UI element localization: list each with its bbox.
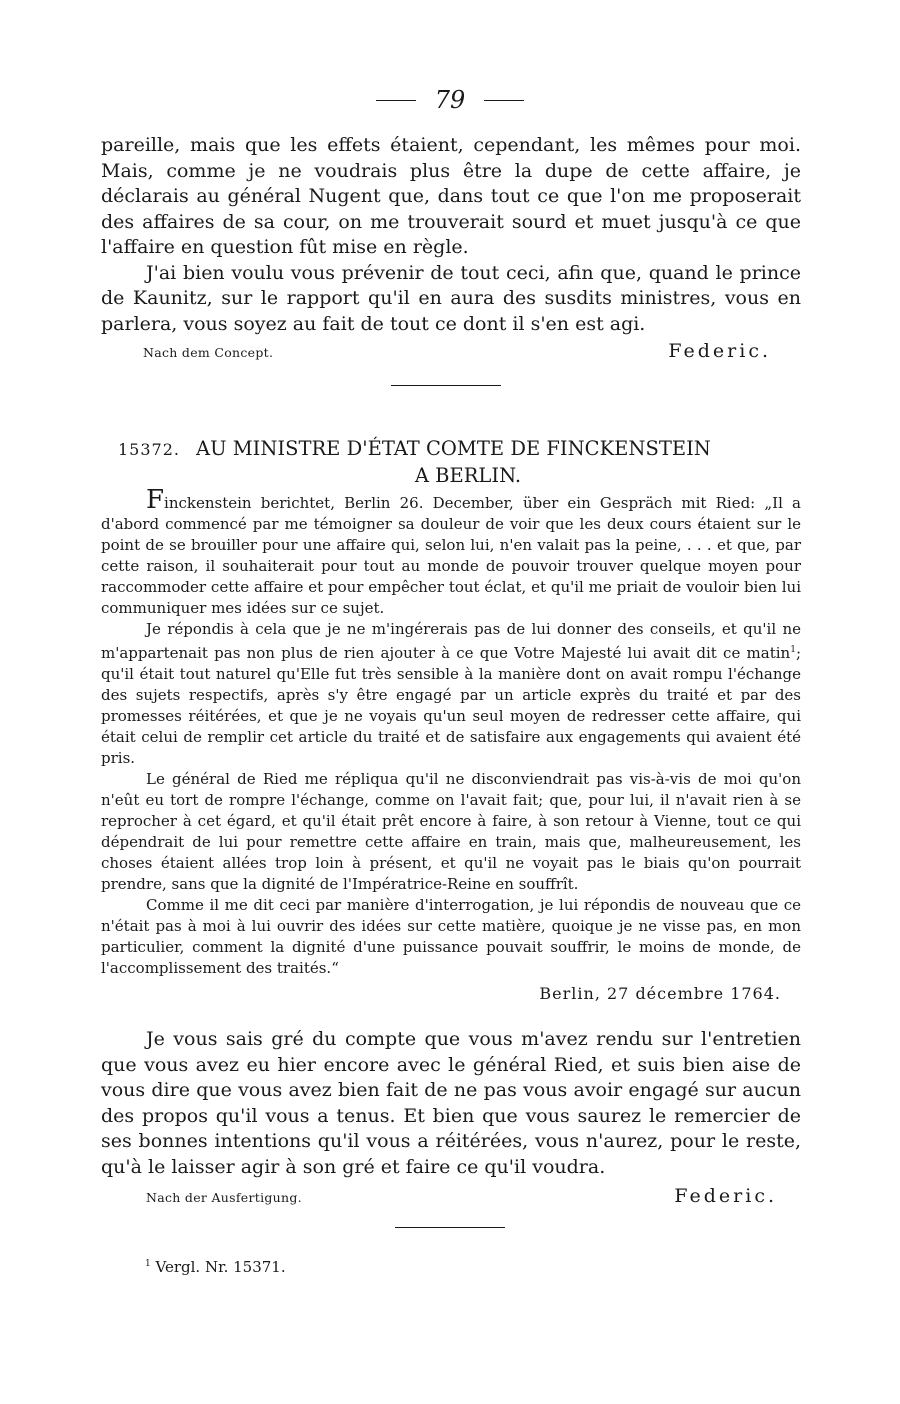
section-divider xyxy=(395,1227,505,1228)
reply-paragraph: Je vous sais gré du compte que vous m'avez rendu sur l'entretien que vous avez eu hier encore avec le général Ried, et suis bien aise de vous dire que vous avez bien fait de ne pas vous avoir engagé sur aucun des propos qu'il vous a tenus. Et bien que vous saurez le remercier de ses bonnes intentions qu'il vous a réitérées, vous n'aurez, pour le reste, qu'à le laisser agir à son gré et faire ce qu'il voudra. xyxy=(101,1028,801,1178)
signature: Federic. xyxy=(674,1185,777,1207)
section-divider xyxy=(391,385,501,386)
footnote-marker: 1 xyxy=(790,645,796,655)
report-paragraph: Le général de Ried me répliqua qu'il ne disconviendrait pas vis-à-vis de moi qu'on n'eût eu tort de rompre l'échange, comme on l'avait fait; que, pour lui, il n'avait rien à se reprocher à cet égard, et qu'il était prêt encore à faire, à son retour à Vienne, tout ce qui dépendrait de lui pour remettre cette affaire en train, mais que, malheureusement, les choses étaient allées trop loin à présent, et qu'il ne voyait pas le biais qu'on pourrait prendre, sans que la dignité de l'Impératrice-Reine en souffrît. xyxy=(101,770,801,893)
document-title-line2: A BERLIN. xyxy=(414,464,522,487)
letter-paragraph: pareille, mais que les effets étaient, cependant, les mêmes pour moi. Mais, comme je ne voudrais plus être la dupe de cette affaire, je déclarais au général Nugent que, dans tout ce que l'on me proposerait des affaires de sa cour, on me trouverait sourd et muet jusqu'à ce que l'affaire en question fût mise en règle. xyxy=(101,134,801,258)
source-note: Nach der Ausfertigung. xyxy=(146,1190,302,1205)
letter-paragraph: J'ai bien voulu vous prévenir de tout ceci, afin que, quand le prince de Kaunitz, sur le rapport qu'il en aura des susdits ministres, vous en parlera, vous soyez au fait de tout ce dont il s'en est agi. xyxy=(101,261,801,335)
document-title: AU MINISTRE D'ÉTAT COMTE DE FINCKENSTEIN xyxy=(195,437,711,460)
report-summary xyxy=(101,485,801,1004)
dateline: Berlin, 27 décembre 1764. xyxy=(539,984,781,1003)
reply-footer xyxy=(101,1184,801,1211)
letter-top xyxy=(101,133,801,366)
signature: Federic. xyxy=(668,340,771,362)
page-header xyxy=(0,86,900,114)
report-paragraph: Finckenstein berichtet, Berlin 26. December, über ein Gespräch mit Ried: „Il a d'abord commencé par me témoigner sa douleur de voir que les deux cours étaient sur le point de se brouiller pour une affaire qui, selon lui, n'en valait pas la peine, . . . et que, par cette raison, il souhaiterait pour tout au monde de pouvoir trouver quelque moyen pour raccommoder cette affaire et pour empêcher tout éclat, et qu'il me priait de vouloir bien lui communiquer mes idées sur ce sujet. xyxy=(101,485,801,617)
page-number: 79 xyxy=(434,86,466,114)
header-dash-right xyxy=(484,100,524,101)
source-note: Nach dem Concept. xyxy=(143,345,274,360)
report-paragraph: Comme il me dit ceci par manière d'interrogation, je lui répondis de nouveau que ce n'était pas à moi à lui ouvrir des idées sur cette matière, quoique je ne visse pas, en mon particulier, comment la dignité d'une puissance pouvait souffrir, le moins de monde, de l'accomplissement des traités.“ xyxy=(101,896,801,977)
document-heading xyxy=(118,436,798,489)
dropcap: F xyxy=(146,485,165,515)
letter-footer xyxy=(101,339,801,366)
footnote-mark: 1 xyxy=(145,1259,151,1269)
report-paragraph: Je répondis à cela que je ne m'ingérerais pas de lui donner des conseils, et qu'il ne m'appartenait pas non plus de rien ajouter à ce que Votre Majesté lui avait dit ce matin$^1$; qu'il était tout naturel qu'Elle fut très sensible à la manière dont on avait rompu l'échange des sujets respectifs, après s'y être engagé par un article exprès du traité et par des promesses réitérées, et que je ne voyais qu'un seul moyen de redresser cette affaire, qui était celui de remplir cet article du traité et de satisfaire aux engagements qui avaient été pris. xyxy=(101,620,801,767)
footnote-text: Vergl. Nr. 15371. xyxy=(155,1258,286,1276)
header-dash-left xyxy=(376,100,416,101)
document-number: 15372. xyxy=(118,440,180,459)
footnote xyxy=(145,1258,286,1276)
reply xyxy=(101,1027,801,1211)
